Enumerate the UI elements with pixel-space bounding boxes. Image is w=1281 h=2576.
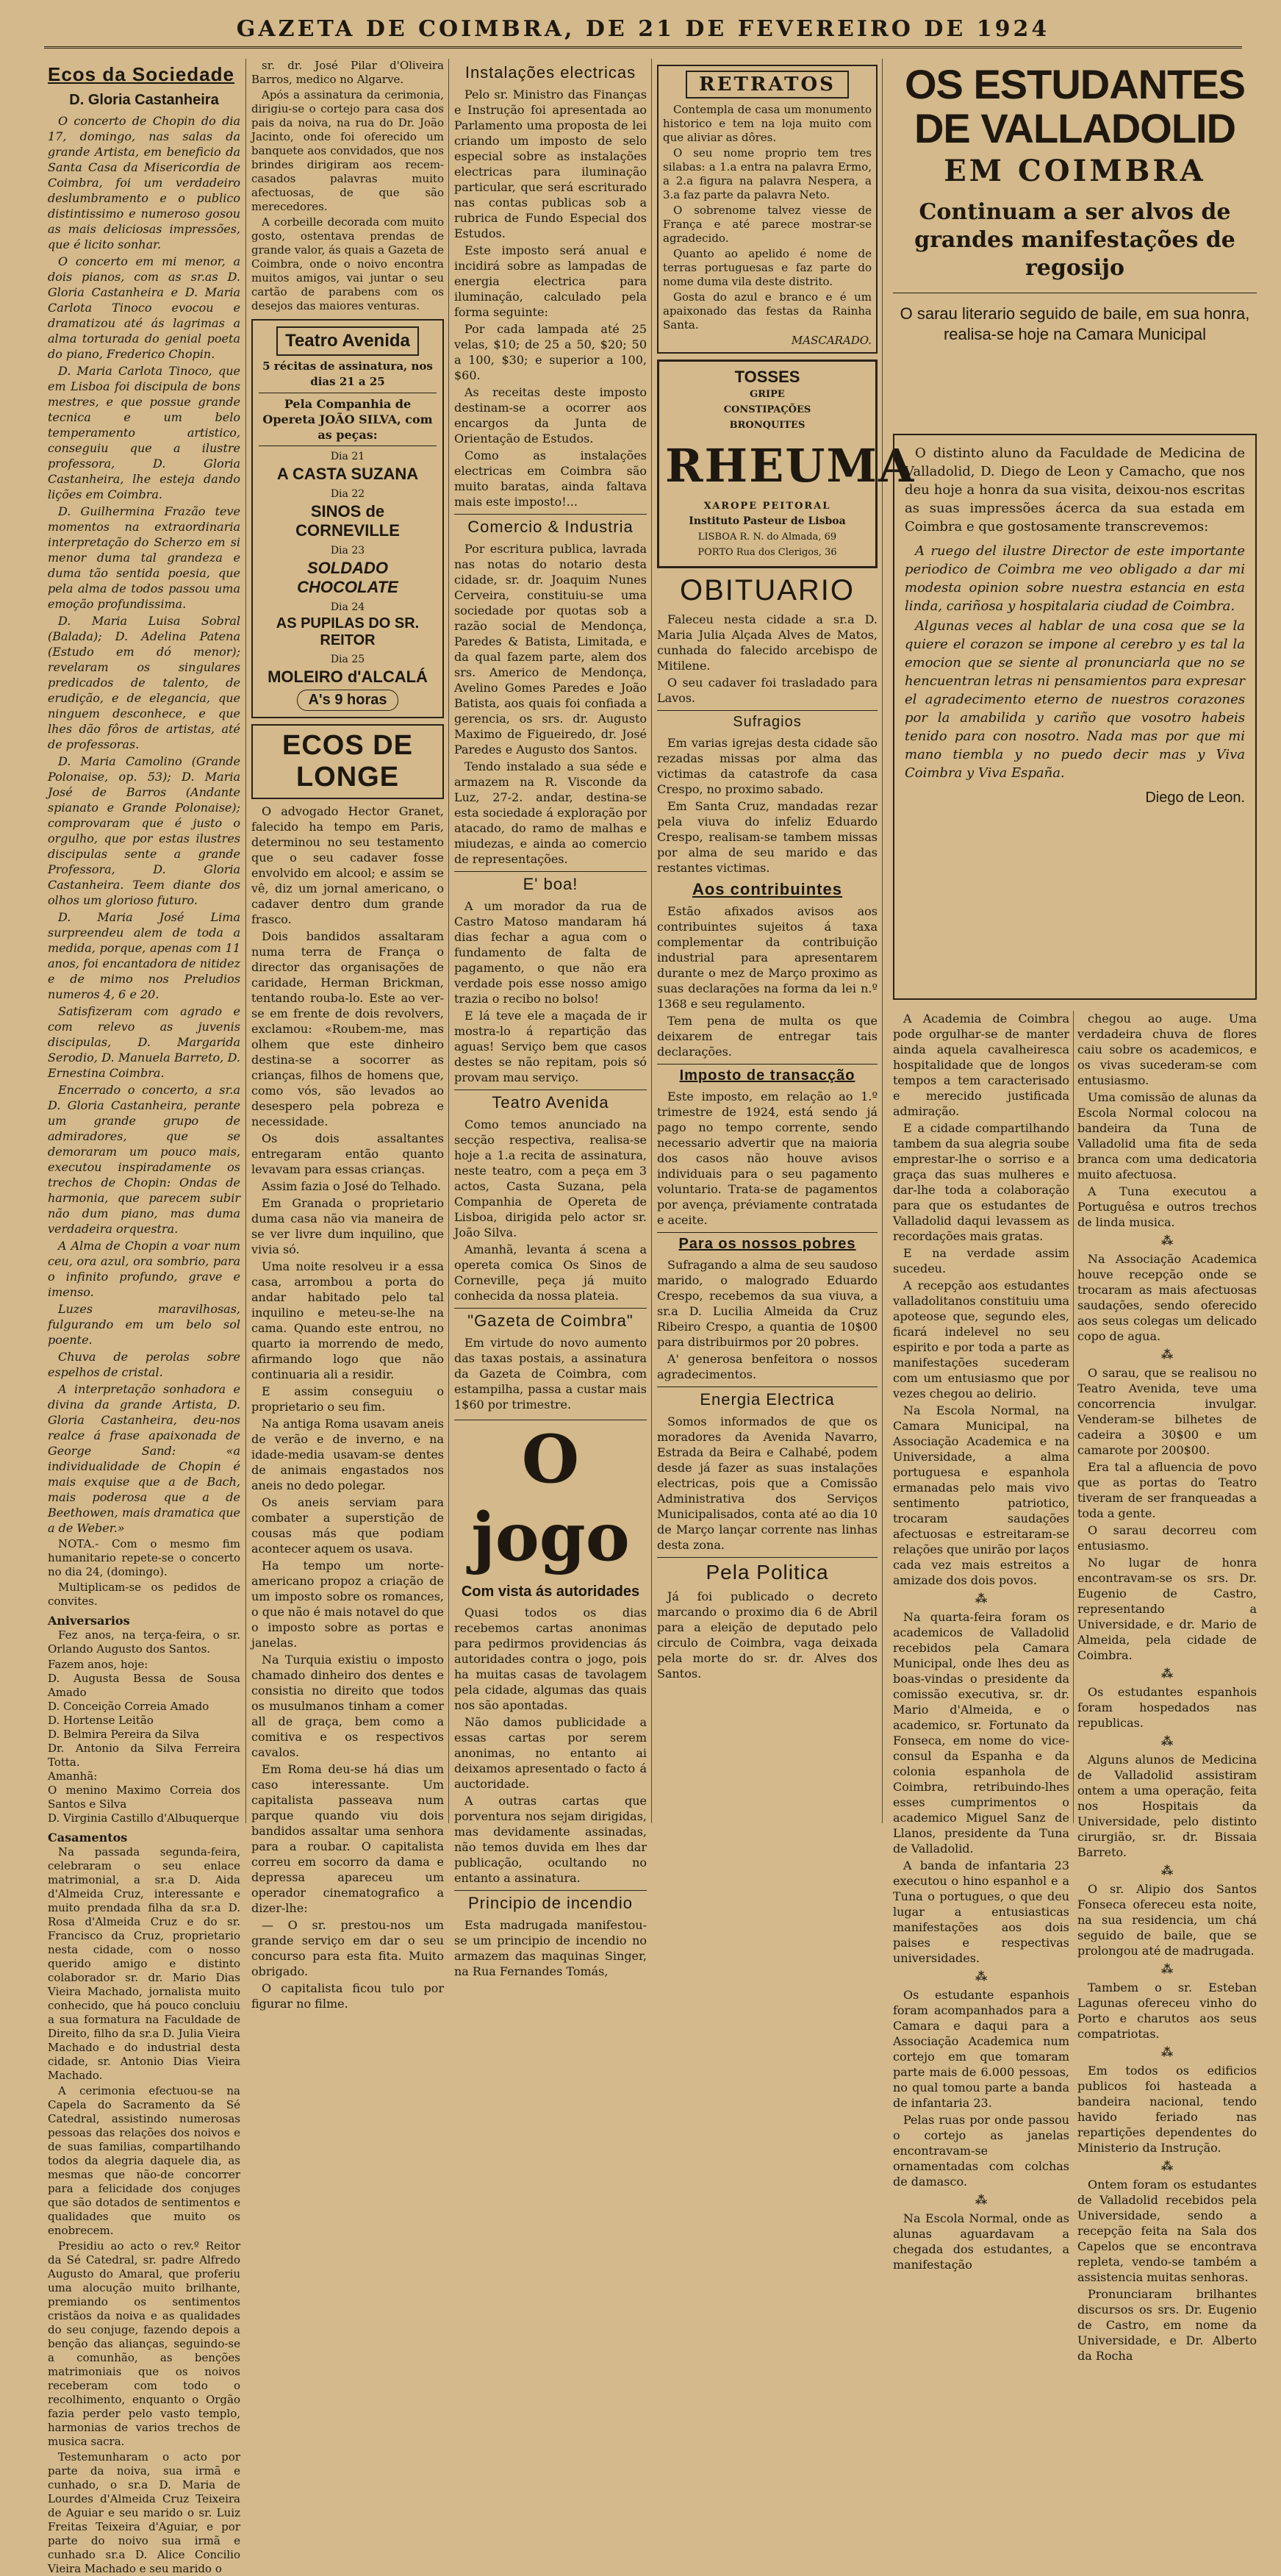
note: Multiplicam-se os pedidos de convites. [48, 1581, 240, 1608]
ad-show: AS PUPILAS DO SR. REITOR [276, 615, 420, 648]
paragraph: Luzes maravilhosas, fulgurando em um belo sol poente. [48, 1302, 240, 1347]
paragraph: Satisfizeram com agrado e com relevo as juvenis discipulas, D. Margarida Serodio, D. Manuela Barreto, D. Ernestina Coimbra. [48, 1004, 240, 1080]
paragraph: Os estudantes espanhois foram hospedados nas republicas. [1077, 1685, 1257, 1730]
paragraph: Como as instalações electricas em Coimbra são muito baratas, ainda faltava mais este imposto!... [454, 448, 647, 509]
section-title: Instalações electricas [464, 63, 636, 82]
separator: ⁂ [1160, 1864, 1174, 1878]
section-title: Comercio & Industria [454, 514, 647, 537]
section-title: OBITUARIO [679, 574, 855, 607]
paragraph: A recepção aos estudantes valladolitanos constituiu uma apoteose que, segundo eles, ficará indelevel no seu espirito e por toda a parte as manifestações sucederam com um entusiasmo que por vezes chegou ao delirio. [893, 1278, 1069, 1400]
ad-day: Dia 23 [330, 545, 365, 557]
paragraph: Já foi publicado o decreto marcando o proximo dia 6 de Abril para a eleição de deputado pelo circulo de Coimbra, vaga deixada pela morte do sr. dr. Alves dos Santos. [657, 1589, 878, 1681]
section-heading: Casamentos [48, 1831, 128, 1845]
headline: OS ESTUDANTES DE VALLADOLID [904, 61, 1246, 151]
ad-day: Dia 25 [330, 654, 365, 665]
product-logo: RHEUMA [665, 439, 916, 493]
lead-story-header [893, 62, 1257, 345]
paragraph: Somos informados de que os moradores da Avenida Navarro, Estrada da Beira e Calhabé, podem desde já fazer as suas instalações electricas, pois que a Comissão Administrativa dos Serviços Municipalisados, conta até ao dia 10 de Março lançar corrente nas linhas desta zona. [657, 1414, 878, 1552]
paragraph: O sarau decorreu com entusiasmo. [1077, 1523, 1257, 1553]
paragraph: O seu nome proprio tem tres silabas: a 1.a entra na palavra Ermo, a 2.a figura na palavra Nespera, a 3.a faz parte da palavra Neto. [663, 146, 872, 201]
paragraph: Tem pena de multa os que deixarem de entregar tais declarações. [657, 1014, 878, 1059]
paragraph: Ha tempo um norte-americano propoz a criação de um imposto sobre os romances, o que não é mais notavel do que o imposto sobre as portas e janelas. [251, 1559, 444, 1650]
ad-show: SINOS de CORNEVILLE [295, 502, 400, 540]
paragraph: Ontem foram os estudantes de Valladolid recebidos pela Universidade, sendo a recepção feita na Sala dos Capelos que se encontrava repleta, vendo-se também a assistencia muitas senhoras. [1077, 2178, 1257, 2284]
column-rule [245, 59, 246, 1823]
paragraph: Após a assinatura da cerimonia, dirigiu-se o cortejo para casa dos pais da noiva, na rua do Dr. João Jacinto, onde foi oferecido um banquete aos convidados, que nos brindes dirigiram aos recem-casados palavras muito afectuosas, de que são merecedores. [251, 88, 444, 213]
paragraph: A Tuna executou a Portuguêsa e outros trechos de linda musica. [1077, 1184, 1257, 1229]
ad-company: Pela Companhia de Opereta JOÃO SILVA, com as peças: [259, 393, 437, 446]
section-title: "Gazeta de Coimbra" [454, 1308, 647, 1331]
paragraph: D. Maria José Lima surpreendeu alem de toda a medida, porque, apenas com 11 anos, foi encantadora de nitidez e de mimo nos Preludios numeros 4, 6 e 20. [48, 910, 240, 1001]
article-subtitle: Com vista ás autoridades [461, 1584, 640, 1600]
column-rule [1073, 1011, 1074, 1823]
paragraph: Em varias igrejas desta cidade são rezadas missas por alma das victimas da catastrofe da casa Crespo, no proximo sabado. [657, 736, 878, 796]
ad-day: Dia 24 [330, 601, 365, 613]
paragraph: A corbeille decorada com muito gosto, ostentava prendas de grande valor, ás quais a Gazeta de Coimbra, onde o noivo encontra muitos amigos, vai juntar o seu cartão de parabens com os desejos das maiores venturas. [251, 215, 444, 312]
section-title: Ecos da Sociedade [48, 63, 234, 85]
paragraph: Dois bandidos assaltaram numa terra de França o director das organisações de caridade, Herman Brickman, tentando rouba-lo. Este ao ver-se em frente de dois revolvers, exclamou: «Roubem-me, mas olhem que este dinheiro destina-se a socorrer as crianças, filhos de homens que, como vós, são levados ao desespero pela pobreza e necessidade. [251, 929, 444, 1128]
paragraph: Na Escola Normal, onde as alunas aguardavam a chegada dos estudantes, a manifestação [893, 2211, 1069, 2272]
paragraph: As receitas deste imposto destinam-se a ocorrer aos encargos da Junta de Orientação de Estudos. [454, 385, 647, 446]
paragraph: O distinto aluno da Faculdade de Medicina de Valladolid, D. Diego de Leon y Camacho, que nos deu hoje a honra da sua visita, deixou-nos escritas as suas impressões ácerca da sua estada em Coimbra e que gostosamente transcrevemos: [905, 446, 1245, 534]
paragraph: Gosta do azul e branco e é um apaixonado das festas da Rainha Santa. [663, 290, 872, 332]
section-title: Aos contribuintes [692, 880, 842, 898]
paragraph: Testemunharam o acto por parte da noiva, sua irmã e cunhado, o sr.a D. Maria de Lourdes d'Almeida Cruz Teixeira de Aguiar e seu marido o sr. Luiz Freitas Teixeira d'Aguiar, e por parte do noivo sua irmã e cunhado sr.a D. Alice Concilio Vieira Machado e seu marido o [48, 2450, 240, 2575]
paragraph: Na antiga Roma usavam aneis de verão e de inverno, e na idade-media usavam-se dentes de animais engastados nos aneis no dedo polegar. [251, 1417, 444, 1492]
birthday-item: D. Hortense Leitão [48, 1714, 154, 1727]
paragraph: Era tal a afluencia de povo que as portas do Teatro tiveram de ser franqueadas a toda a gente. [1077, 1460, 1257, 1520]
ad-title: Teatro Avenida [276, 326, 419, 356]
paragraph: O capitalista ficou tulo por figurar no filme. [251, 1981, 444, 2011]
section-title: RETRATOS [686, 71, 849, 99]
paragraph: Esta madrugada manifestou-se um principio de incendio no armazem das maquinas Singer, na Rua Fernandes Tomás, [454, 1918, 647, 1978]
ad-show: SOLDADO CHOCOLATE [297, 559, 398, 596]
paragraph: Na Turquia existiu o imposto chamado dinheiro dos dentes e consistia no direito que todos os musulmanos tinham a comer all de graça, bem como a comitiva e os respectivos cavalos. [251, 1653, 444, 1759]
birthday-item: Amanhã: [48, 1770, 98, 1783]
paragraph: E assim conseguiu o proprietario o seu fim. [251, 1384, 444, 1414]
ad-subtitle: 5 récitas de assinatura, nos dias 21 a 25 [262, 359, 433, 388]
riddle-box [657, 65, 878, 354]
masthead: GAZETA DE COIMBRA, DE 21 DE FEVEREIRO DE 1924 [44, 13, 1242, 49]
paragraph: Pelas ruas por onde passou o cortejo as janelas encontravam-se ornamentadas com colchas de damasco. [893, 2113, 1069, 2189]
section-title: Principio de incendio [454, 1890, 647, 1913]
paragraph: Na passada segunda-feira, celebraram o seu enlace matrimonial, a sr.a D. Aida d'Almeida Cruz, interessante e muito prendada filha da sr.a D. Rosa d'Almeida Cruz e do sr. Francisco da Cruz, proprietario nesta cidade, com o nosso querido amigo e distinto colaborador sr. dr. Mario Dias Vieira Machado, jornalista muito conhecido, que há pouco concluiu a sua formatura na Faculdade de Direito, filho da sr.a D. Julia Vieira Machado e do industrial desta cidade, sr. Antonio Dias Vieira Machado. [48, 1845, 240, 2082]
paragraph: Tendo instalado a sua séde e armazem na R. Visconde da Luz, 27-2. andar, destina-se esta sociedade á exploração por atacado, do ramo de malhas e miudezas, e ainda ao comercio de representações. [454, 759, 647, 866]
medicine-advertisement [657, 359, 916, 568]
paragraph: sr. dr. José Pilar d'Oliveira Barros, medico no Algarve. [251, 59, 444, 86]
paragraph: Por cada lampada até 25 velas, $10; de 25 a 50, $20; 50 a 100, $30; e superior a 100, $60. [454, 322, 647, 382]
ad-product-type: XAROPE PEITORAL [703, 501, 831, 512]
section-title: Energia Electrica [657, 1387, 878, 1409]
paragraph: A' generosa benfeitora o nossos agradecimentos. [657, 1352, 878, 1381]
birthday-item: D. Virginia Castillo d'Albuquerque [48, 1811, 240, 1825]
paragraph: Pronunciaram brilhantes discursos os srs. Dr. Eugenio de Castro, em nome da Universidade, e Dr. Alberto da Rocha [1077, 2287, 1257, 2363]
paragraph: Pelo sr. Ministro das Finanças e Instrução foi apresentada ao Parlamento uma proposta de lei criando um imposto de selo especial sobre as instalações electricas para iluminação particular, que será escriturado nas contas publicas sob a rubrica de Fundo Especial dos Estudos. [454, 87, 647, 240]
paragraph: Quanto ao apelido é nome de terras portuguesas e faz parte do nome duma vila deste distrito. [663, 247, 872, 288]
paragraph: Na Associação Academica houve recepção onde se trocaram as mais afectuosas saudações, sendo oferecido aos seus colegas um delicado copo de agua. [1077, 1252, 1257, 1343]
section-heading: Aniversarios [48, 1614, 130, 1628]
paragraph: Estão afixados avisos aos contribuintes sujeitos á taxa complementar da contribuição industrial para apresentarem durante o mez de Março proximo as suas declarações na forma da lei n.º 1368 e seu regulamento. [657, 904, 878, 1011]
paragraph: Este imposto, em relação ao 1.º trimestre de 1924, está sendo já pago no tempo corrente, sendo necessario advertir que na maioria dos casos não houve avisos individuais para o seu pagamento voluntario. Trata-se de pagamentos por avença, préviamente contratada e aceite. [657, 1090, 878, 1227]
separator: ⁂ [1160, 1667, 1174, 1681]
headline-sub: EM COIMBRA [944, 154, 1206, 188]
ad-maker: Instituto Pasteur de Lisboa [689, 515, 846, 527]
paragraph: O advogado Hector Granet, falecido ha tempo em Paris, determinou no seu testamento que o seu cadaver fosse envolvido em alcool; e assim se vê, diz um jornal americano, o cadaver dentro dum grande frasco. [251, 804, 444, 926]
paragraph: Em todos os edificios publicos foi hasteada a bandeira nacional, tendo havido feriado nas repartições dependentes do Ministerio da Instrução. [1077, 2064, 1257, 2155]
paragraph: A outras cartas que porventura nos sejam dirigidas, mas devidamente assinadas, não temos duvida em lhes dar publicação, ocultando no entanto a assinatura. [454, 1794, 647, 1885]
paragraph: Em Santa Cruz, mandadas rezar pela viuva do infeliz Eduardo Crespo, realisam-se tambem missas por alma de seu marido e das restantes victimas. [657, 799, 878, 875]
paragraph: Contempla de casa um monumento historico e tem na loja muito com que aliviar as dôres. [663, 103, 872, 144]
paragraph: Em Granada o proprietario duma casa não via maneira de se ver livre dum inquilino, que vivia só. [251, 1196, 444, 1256]
paragraph: Amanhã, levanta á scena a opereta comica Os Sinos de Corneville, peça já muito conhecida da nossa plateia. [454, 1242, 647, 1303]
section-title: Sufragios [657, 710, 878, 731]
paragraph: E na verdade assim sucedeu. [893, 1246, 1069, 1276]
section-title: ECOS DE LONGE [251, 724, 444, 799]
birthday-item: O menino Maximo Correia dos Santos e Silva [48, 1783, 240, 1811]
ad-time: A's 9 horas [297, 690, 398, 711]
ad-headline: TOSSES [734, 368, 800, 386]
paragraph: Faleceu nesta cidade a sr.a D. Maria Julia Alçada Alves de Matos, cunhada do falecido arcebispo de Mitilene. [657, 612, 878, 673]
separator: ⁂ [1160, 1734, 1174, 1748]
paragraph: Como temos anunciado na secção respectiva, realisa-se hoje a 1.a recita de assinatura, neste teatro, com a peça em 3 actos, Casta Suzana, pela Companhia de Opereta de Lisboa, dirigida pelo actor sr. João Silva. [454, 1117, 647, 1239]
paragraph: Não damos publicidade a essas cartas por serem anonimas, no entanto ai deixamos apresentado o facto á auctoridade. [454, 1715, 647, 1791]
birthday-item: D. Belmira Pereira da Silva [48, 1728, 200, 1741]
separator: ⁂ [1160, 1962, 1174, 1976]
paragraph: D. Maria Camolino (Grande Polonaise, op. 53); D. Maria José de Barros (Andante spianato e Grande Polonaise); comprovaram que é justo o orgulho, que por estas ilustres discipulas sente a grande Professora, D. Gloria Castanheira. Teem diante dos olhos um glorioso futuro. [48, 754, 240, 907]
paragraph: A cerimonia efectuou-se na Capela do Sacramento da Sé Catedral, assistindo numerosas pessoas das relações dos noivos e de suas familias, compartilhando todos da alegria daquele dia, as mesmas que não-de concorrer para a felicidade dos conjuges que são dotados de sentimentos e qualidades que muito os enobrecem. [48, 2084, 240, 2237]
section-title: Imposto de transacção [657, 1064, 878, 1084]
paragraph: A banda de infantaria 23 executou o hino espanhol e a Tuna o portugues, o que deu lugar a entusiasticas manifestações aos dois paises e respectivas universidades. [893, 1858, 1069, 1965]
paragraph: Este imposto será anual e incidirá sobre as lampadas de energia electrica para iluminação, calculado pela forma seguinte: [454, 243, 647, 319]
paragraph: A um morador da rua de Castro Matoso mandaram há dias fechar a agua com o fundamento de falta de pagamento, o que não era verdade pois esse nosso amigo trazia o recibo no bolso! [454, 899, 647, 1006]
ad-address: PORTO Rua dos Clerigos, 36 [697, 547, 837, 558]
paragraph: — O sr. prestou-nos um grande serviço em dar o seu concurso para esta fita. Muito obrigado. [251, 1918, 444, 1978]
signature: MASCARADO. [791, 334, 872, 347]
paragraph: Por escritura publica, lavrada nas notas do notario desta cidade, sr. dr. Joaquim Nunes Cerveira, constituiu-se uma sociedade por quotas sob a razão social de Mendonça, Paredes & Batista, Limitada, e da qual fazem parte, alem dos srs. Americo de Mendonça, Avelino Gomes Paredes e João Batista, aos quais foi confiada a gerencia, os srs. dr. Augusto Maximo de Figueiredo, dr. José Paredes e Augusto dos Santos. [454, 542, 647, 756]
signature: Diego de Leon. [1145, 790, 1245, 806]
paragraph: Fez anos, na terça-feira, o sr. Orlando Augusto dos Santos. [48, 1628, 240, 1656]
column-lead-story-1 [893, 1011, 1069, 2272]
separator: ⁂ [1160, 2045, 1174, 2059]
deck: Continuam a ser alvos de grandes manifestações de regosijo [914, 199, 1235, 281]
separator: ⁂ [975, 2193, 988, 2207]
paragraph: Quasi todos os dias recebemos cartas anonimas para pedirmos providencias ás autoridades contra o jogo, pois ha muitas casas de tavolagem pela cidade, algumas das quais nos são apontadas. [454, 1606, 647, 1712]
paragraph: Uma noite resolveu ir a essa casa, arrombou a porta do andar habitado pelo tal inquilino e meteu-se-lhe na cama. Quando este entrou, no quarto ia morrendo de medo, afirmando logo que não continuaria ali a residir. [251, 1259, 444, 1381]
ad-day: Dia 22 [330, 488, 365, 500]
headline-gambling: O jogo [454, 1420, 647, 1576]
theater-advertisement [251, 319, 444, 718]
paragraph: Tambem o sr. Esteban Lagunas ofereceu vinho do Porto e charutos aos seus compatriotas. [1077, 1981, 1257, 2041]
paragraph: Presidiu ao acto o rev.º Reitor da Sé Catedral, sr. padre Alfredo Augusto do Amaral, que proferiu uma alocução muito brilhante, premiando os sentimentos cristãos da noiva e as qualidades do seu conjuge, fazendo depois a benção das alianças, seguindo-se a comunhão, as benções matrimoniais que os noivos receberam com todo o recolhimento, enquanto o Orgão fazia perder pelo vasto templo, harmonias de varios trechos de musica sacra. [48, 2239, 240, 2448]
guest-letter-box [893, 434, 1257, 1000]
column-rule [882, 59, 883, 1823]
ad-item: GRIPE [750, 389, 785, 400]
separator: ⁂ [975, 1969, 988, 1983]
paragraph: E lá teve ele a maçada de ir mostra-lo á repartição das aguas! Serviço bem que casos destes se não repitam, pois só provam mau serviço. [454, 1009, 647, 1084]
deck-sub: O sarau literario seguido de baile, em sua honra, realisa-se hoje na Camara Municipal [900, 304, 1250, 343]
column-local-news [454, 59, 647, 1978]
paragraph: D. Guilhermina Frazão teve momentos na extraordinaria interpretação do Scherzo em si menor duma tal grandeza e duma tão sentida poesia, que pela alma de todos passou uma emoção profundissima. [48, 504, 240, 611]
paragraph: A interpretação sonhadora e divina da grande Artista, D. Gloria Castanheira, deu-nos realce á frase apaixonada de George Sand: «a individualidade de Chopin é mais exquise que a de Bach, mais poderosa que a de Beethowen, mais dramatica que a de Weber.» [48, 1382, 240, 1535]
ad-item: CONSTIPAÇÕES [723, 404, 811, 415]
paragraph: chegou ao auge. Uma verdadeira chuva de flores caiu sobre os academicos, e os vivas sucederam-se com entusiasmo. [1077, 1012, 1257, 1087]
paragraph: Assim fazia o José do Telhado. [262, 1179, 442, 1193]
paragraph: Alguns alunos de Medicina de Valladolid assistiram ontem a uma operação, feita nos Hospitais da Universidade, pelo distinto cirurgião, sr. dr. Bissaia Barreto. [1077, 1753, 1257, 1859]
separator: ⁂ [1160, 1348, 1174, 1362]
paragraph: Os estudante espanhois foram acompanhados para a Camara e daqui para a Associação Academica num cortejo em que tomaram parte mais de 6.000 pessoas, no qual tomou parte a banda de infantaria 23. [893, 1988, 1069, 2110]
paragraph: Os dois assaltantes entregaram então quanto levavam para essas crianças. [251, 1131, 444, 1176]
note: NOTA.- Com o mesmo fim humanitario repete-se o concerto no dia 24, (domingo). [48, 1537, 240, 1578]
paragraph: O concerto em mi menor, a dois pianos, com as sr.as D. Gloria Castanheira e D. Maria Carlota Tinoco evocou e dramatizou até ás lagrimas a alma torturada do genial poeta do piano, Frederico Chopin. [48, 254, 240, 361]
paragraph: O sr. Alipio dos Santos Fonseca ofereceu esta noite, na sua residencia, um chá seguido de baile, que se prolongou até de madrugada. [1077, 1882, 1257, 1958]
paragraph: Uma comissão de alunas da Escola Normal colocou na bandeira da Tuna de Valladolid uma fita de seda branca com uma dedicatoria muito afectuosa. [1077, 1090, 1257, 1181]
paragraph: Algunas veces al hablar de una cosa que se la quiere el corazon se impone al cerebro y es tal la emocion que se siente al pronunciarla que no se hencuentran letras ni pensamientos para expresar el agradecimento eterno de nuestros corazones por la amabilida y cariño que vosotro habeis tenido para con nosotro. Nada mas por que mi mano tiembla y no puedo decir mas y Viva Coimbra y Viva España. [905, 618, 1245, 781]
column-far-news [251, 59, 444, 2011]
paragraph: Na Escola Normal, na Camara Municipal, na Associação Academica e na Universidade, a alma portuguesa e espanhola ermanadas pelo mais vivo sentimento patriotico, trocaram saudações afectuosas e estreitaram-se relações que unirão por laços cada vez mais estreitos a amizade dos dois povos. [893, 1403, 1069, 1587]
ad-address: LISBOA R. N. do Almada, 69 [697, 532, 837, 543]
paragraph: Sufragando a alma de seu saudoso marido, o malogrado Eduardo Crespo, recebemos da sua viuva, a sr.a D. Lucilia Almeida da Cruz Ribeiro Crespo, a quantia de 10$00 para distribuirmos por 20 pobres. [657, 1258, 878, 1349]
birthday-item: D. Conceição Correia Amado [48, 1700, 209, 1713]
birthday-item: Dr. Antonio da Silva Ferreira Totta. [48, 1742, 240, 1769]
birthday-item: D. Augusta Bessa de Sousa Amado [48, 1672, 240, 1699]
paragraph: O seu cadaver foi trasladado para Lavos. [657, 676, 878, 705]
section-title: Para os nossos pobres [657, 1232, 878, 1253]
paragraph: Os aneis serviam para combater a superstição de cousas más que podiam acontecer aquem os usava. [251, 1495, 444, 1556]
paragraph: Na quarta-feira foram os academicos de Valladolid recebidos pela Camara Municipal, onde lhes deu as boas-vindas o presidente da comissão executiva, sr. dr. Mario d'Almeida, e o academico, sr. Fortunato da Fonseca, em nome do vice-consul da Espanha e da colonia espanhola de Coimbra, retribuindo-lhes esses cumprimentos o academico Miguel Sanz de Llanos, presidente da Tuna de Valladolid. [893, 1610, 1069, 1856]
paragraph: Encerrado o concerto, a sr.a D. Gloria Castanheira, perante um grande grupo de admiradores, que se demoraram um pouco mais, executou inspiradamente os trechos de Chopin: Ondas de harmonia, que parecem subir não dum piano, mas duma verdadeira orquestra. [48, 1083, 240, 1236]
birthday-item: Fazem anos, hoje: [48, 1658, 148, 1671]
paragraph: D. Maria Carlota Tinoco, que em Lisboa foi discipula de bons mestres, e que possue grande tecnica e um belo temperamento artistico, conseguiu que a ilustre professora, D. Gloria Castanheira, lhe esteja dando lições em Coimbra. [48, 364, 240, 501]
article-subtitle: D. Gloria Castanheira [69, 92, 219, 108]
section-title: Teatro Avenida [454, 1090, 647, 1112]
paragraph: A Alma de Chopin a voar num ceu, ora azul, ora sombrio, para o infinito profundo, grave e imenso. [48, 1239, 240, 1299]
column-rule [448, 59, 449, 1823]
section-title: Pela Politica [657, 1557, 878, 1584]
paragraph: D. Maria Luisa Sobral (Balada); D. Adelina Patena (Estudo em dó menor); revelaram os singulares predicados de talento, de erudição, e de elegancia, que ninguem desconhece, e que lhes dão fôros de artistas, até de professoras. [48, 614, 240, 751]
section-title: E' boa! [454, 871, 647, 894]
paragraph: Em Roma deu-se há dias um caso interessante. Um capitalista passeava num parque quando viu dois bandidos assaltar uma senhora para a roubar. O capitalista correu em socorro da dama e depressa apareceu um operador cinematografico a dizer-lhe: [251, 1762, 444, 1915]
paragraph: Em virtude do novo aumento das taxas postais, a assinatura da Gazeta de Coimbra, com estampilha, passa a custar mais 1$60 por trimestre. [454, 1336, 647, 1412]
column-misc [657, 59, 916, 1823]
separator: ⁂ [1160, 1234, 1174, 1248]
paragraph: O sobrenome talvez viesse de França e até parece mostrar-se agradecido. [663, 204, 872, 245]
paragraph: E a cidade compartilhando tambem da sua alegria soube emprestar-lhe o sorriso e a graça das suas mulheres e dar-lhe toda a colaboração para que os estudantes de Valladolid daqui levassem as recordações mais gratas. [893, 1121, 1069, 1243]
paragraph: O sarau, que se realisou no Teatro Avenida, teve uma concorrencia invulgar. Venderam-se bilhetes de cadeira a 30$00 e um camarote por 200$00. [1077, 1366, 1257, 1457]
column-rule [651, 59, 652, 1823]
ad-show: MOLEIRO d'ALCALÁ [268, 668, 428, 686]
separator: ⁂ [975, 1592, 988, 1606]
ad-show: A CASTA SUZANA [276, 465, 419, 483]
paragraph: No lugar de honra encontravam-se os srs. Dr. Eugenio de Castro, representando a Universidade, e dr. Mario de Almeida, pela cidade de Coimbra. [1077, 1556, 1257, 1662]
column-lead-story-2 [1077, 1011, 1257, 2363]
paragraph: O concerto de Chopin do dia 17, domingo, nas salas da grande Artista, em beneficio da Santa Casa da Misericordia de Coimbra, foi um verdadeiro deslumbramento e o publico distintissimo e numeroso gosou as mais deliciosas impressões, que é licito sonhar. [48, 114, 240, 251]
ad-day: Dia 21 [330, 451, 365, 462]
separator: ⁂ [1160, 2159, 1174, 2173]
ad-item: BRONQUITES [729, 420, 805, 431]
column-society [48, 59, 240, 2575]
paragraph: Chuva de perolas sobre espelhos de cristal. [48, 1350, 240, 1379]
paragraph: A ruego del ilustre Director de este importante periodico de Coimbra me veo obligado a dar mi modesta opinion sobre nuestra estancia en esta linda, cariñosa y hospitalaria ciudad de Coimbra. [905, 543, 1245, 614]
paragraph: A Academia de Coimbra pode orgulhar-se de manter ainda aquela cavalheiresca hospitalidade que de longos tempos a tem caracterisado e merecido justificada admiração. [893, 1012, 1069, 1118]
